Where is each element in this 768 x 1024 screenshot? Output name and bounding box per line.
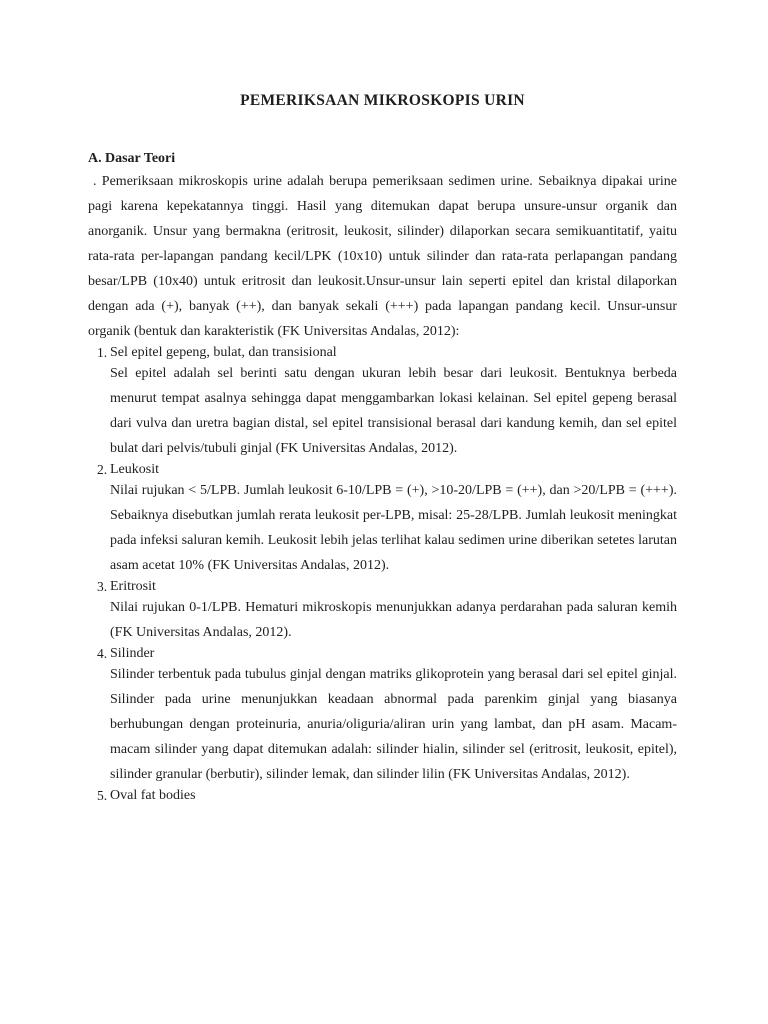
list-item-body: Nilai rujukan < 5/LPB. Jumlah leukosit 6-10/LPB = (+), >10-20/LPB = (++), dan >20/LPB = (+++). Sebaiknya disebutkan jumlah rerata leukosit per-LPB, misal: 25-28/LPB. Jumlah leukosit meningkat pada infeksi saluran kemih. Leukosit lebih jelas terlihat kalau sedimen urine diberikan setetes larutan asam acetat 10% (FK Universitas Andalas, 2012).: [110, 483, 677, 573]
list-item: [88, 461, 677, 578]
document-title: PEMERIKSAAN MIKROSKOPIS URIN: [240, 92, 525, 109]
list-item-number: 3.: [97, 579, 108, 594]
list-item-title: Eritrosit: [110, 579, 156, 594]
section-dasar-teori: [88, 150, 677, 804]
list-item-content: [110, 461, 677, 578]
list-item-body: Nilai rujukan 0-1/LPB. Hematuri mikroskopis menunjukkan adanya perdarahan pada saluran kemih (FK Universitas Andalas, 2012).: [110, 600, 677, 640]
list-item-title: Leukosit: [110, 462, 159, 477]
list-item: [88, 578, 677, 645]
list-item-content: [110, 787, 677, 804]
section-heading: [88, 150, 677, 167]
list-item-number: 1.: [97, 345, 108, 360]
intro-paragraph: . Pemeriksaan mikroskopis urine adalah berupa pemeriksaan sedimen urine. Sebaiknya dipakai urine pagi karena kepekatannya tinggi. Hasil yang ditemukan dapat berupa unsure-unsur organik dan anorganik. Unsur yang bermakna (eritrosit, leukosit, silinder) dilaporkan secara semikuantitatif, yaitu rata-rata per-lapangan pandang kecil/LPK (10x10) untuk silinder dan rata-rata perlapangan pandang besar/LPB (10x40) untuk eritrosit dan leukosit.Unsur-unsur lain seperti epitel dan kristal dilaporkan dengan ada (+), banyak (++), dan banyak sekali (+++) pada lapangan pandang kecil. Unsur-unsur organik (bentuk dan karakteristik (FK Universitas Andalas, 2012):: [88, 174, 677, 339]
list-item: [88, 645, 677, 787]
list-item-number: 4.: [97, 646, 108, 661]
list-item-number: 5.: [97, 788, 108, 803]
list-item-body: Sel epitel adalah sel berinti satu dengan ukuran lebih besar dari leukosit. Bentuknya berbeda menurut tempat asalnya sehingga dapat menggambarkan lokasi kelainan. Sel epitel gepeng berasal dari vulva dan uretra bagian distal, sel epitel transisional berasal dari kandung kemih, dan sel epitel bulat dari pelvis/tubuli ginjal (FK Universitas Andalas, 2012).: [110, 366, 677, 456]
list-item-title: Oval fat bodies: [110, 788, 196, 803]
list-item-title: Sel epitel gepeng, bulat, dan transisional: [110, 345, 337, 360]
list-item-body: Silinder terbentuk pada tubulus ginjal dengan matriks glikoprotein yang berasal dari sel epitel ginjal. Silinder pada urine menunjukkan keadaan abnormal pada parenkim ginjal yang biasanya berhubungan dengan proteinuria, anuria/oliguria/aliran urin yang lambat, dan pH asam. Macam-macam silinder yang dapat ditemukan adalah: silinder hialin, silinder sel (eritrosit, leukosit, epitel), silinder granular (berbutir), silinder lemak, dan silinder lilin (FK Universitas Andalas, 2012).: [110, 667, 677, 782]
list-item-title: Silinder: [110, 646, 155, 661]
organic-elements-list: [88, 344, 677, 804]
list-item: [88, 787, 677, 804]
list-item-content: [110, 344, 677, 461]
list-item-content: [110, 578, 677, 645]
list-item: [88, 344, 677, 461]
list-item-content: [110, 645, 677, 787]
section-label: A.: [88, 151, 102, 166]
section-heading-text: Dasar Teori: [105, 151, 176, 166]
list-item-number: 2.: [97, 462, 108, 477]
